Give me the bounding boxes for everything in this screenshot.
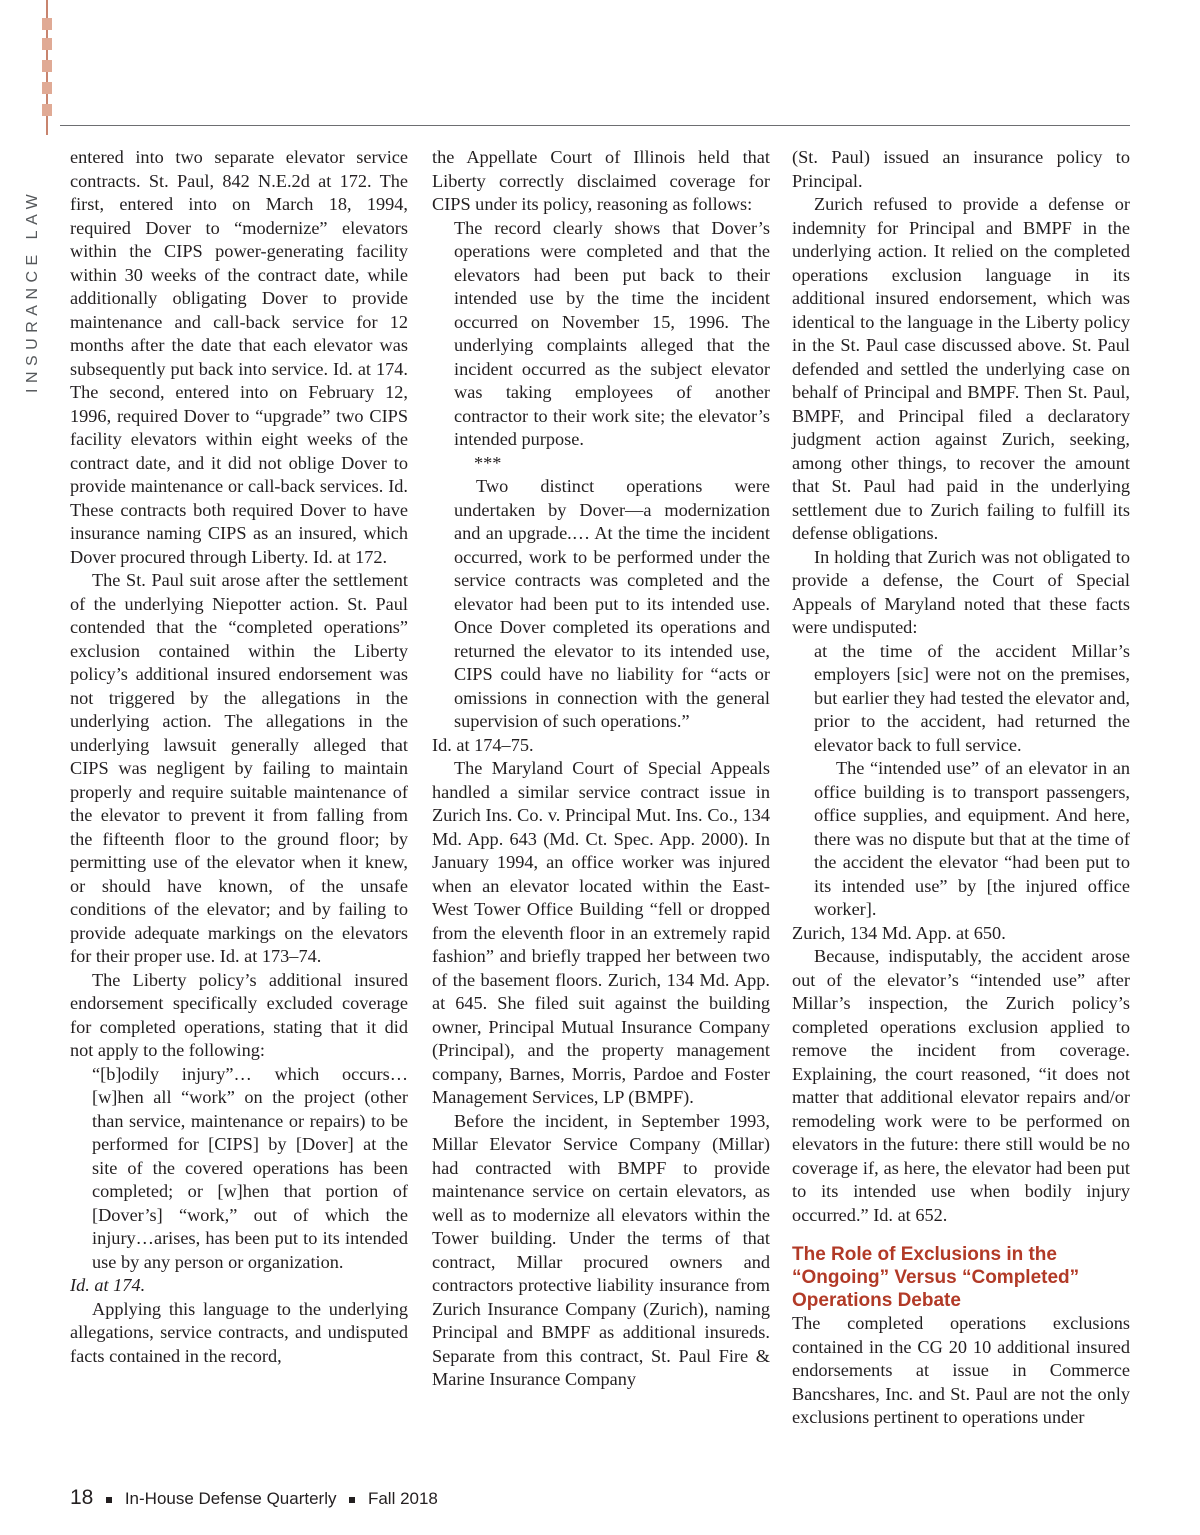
citation: Id. at 174–75. [432, 734, 534, 755]
separator-bullet [106, 1497, 112, 1503]
page-number: 18 [70, 1486, 94, 1509]
column-2 [432, 146, 770, 1392]
paragraph: Zurich refused to provide a defense or indemnity for Principal and BMPF in the underlying action. It relied on the completed operations exclusion language in its additional insured endorsement, which was identical to the language in the Liberty policy in the St. Paul case discussed above. St. Paul defended and settled the underlying case on behalf of Principal and BMPF. Then St. Paul, BMPF, and Principal filed a declaratory judgment action against Zurich, seeking, among other things, to recover the amount that St. Paul had paid in the underlying settlement due to Zurich failing to fulfill its defense obligations. [792, 194, 1130, 543]
publication-title: In-House Defense Quarterly [124, 1489, 337, 1508]
citation: Zurich, 134 Md. App. at 650. [792, 922, 1006, 943]
paragraph: Before the incident, in September 1993, Millar Elevator Service Company (Millar) had contracted with BMPF to provide maintenance service on certain elevators, as well as to modernize all elevators within the Tower building. Under the terms of that contract, Millar procured owners and contractors protective liability insurance from Zurich Insurance Company (Zurich), naming Principal and BMPF as additional insureds. Separate from this contract, St. Paul Fire & Marine Insurance Company [432, 1110, 770, 1389]
block-quote: “[b]odily injury”… which occurs… [w]hen all “work” on the project (other than service, maintenance or repairs) to be performed for [CIPS] by [Dover] at the site of the covered operations has been completed; or [w]hen that portion of [Dover’s] “work,” out of which the injury…arises, has been put to its intended use by any person or organization. [92, 1063, 408, 1272]
page-footer [70, 1486, 438, 1510]
paragraph: Applying this language to the underlying allegations, service contracts, and undisputed facts contained in the record, [70, 1298, 408, 1366]
section-label: INSURANCE LAW [24, 188, 41, 393]
paragraph: The completed operations exclusions contained in the CG 20 10 additional insured endorsements at issue in Commerce Bancshares, Inc. and St. Paul are not the only exclusions pertinent to operations under [792, 1313, 1130, 1427]
column-1 [70, 146, 408, 1368]
block-quote: at the time of the accident Millar’s employers [sic] were not on the premises, but earlier they had tested the elevator and, prior to the accident, had returned the elevator back to full service. [814, 640, 1130, 755]
section-accent-bar [42, 0, 52, 135]
paragraph: The Liberty policy’s additional insured endorsement specifically excluded coverage for completed operations, stating that it did not apply to the following: [70, 969, 408, 1060]
paragraph: Because, indisputably, the accident arose out of the elevator’s “intended use” after Millar’s inspection, the Zurich policy’s completed operations exclusion applied to remove the incident from coverage. Explaining, the court reasoned, “it does not matter that additional elevator repairs and/or remodeling work were to be performed on elevators in the future: there still would be no coverage if, as here, the elevator had been put to its intended use when bodily injury occurred.” Id. at 652. [792, 946, 1130, 1225]
paragraph: In holding that Zurich was not obligated to provide a defense, the Court of Special Appeals of Maryland noted that these facts were undisputed: [792, 546, 1130, 637]
paragraph: (St. Paul) issued an insurance policy to Principal. [792, 147, 1130, 191]
separator-bullet [349, 1497, 355, 1503]
column-3 [792, 146, 1130, 1430]
block-quote: Two distinct operations were undertaken by Dover—a modernization and an upgrade.… At the time the incident occurred, work to be performed under the service contracts was completed and the elevator had been put to its intended use. Once Dover completed its operations and returned the elevator to its intended use, CIPS could have no liability for “acts or omissions in connection with the general supervision of such operations.” [454, 476, 770, 731]
section-break: *** [474, 452, 502, 473]
issue-date: Fall 2018 [367, 1489, 438, 1508]
paragraph: entered into two separate elevator service contracts. St. Paul, 842 N.E.2d at 172. The first, entered into on March 18, 1994, required Dover to “modernize” elevators within the CIPS power-generating facility within 30 weeks of the contract date, while additionally obligating Dover to provide maintenance and call-back service for 12 months after the date that each elevator was subsequently put back into service. Id. at 174. The second, entered into on February 12, 1996, required Dover to “upgrade” two CIPS facility elevators within eight weeks of the contract date, and it did not oblige Dover to provide maintenance or call-back services. Id. These contracts both required Dover to have insurance naming CIPS as an insured, which Dover procured through Liberty. Id. at 172. [70, 147, 408, 567]
paragraph: The Maryland Court of Special Appeals handled a similar service contract issue in Zurich Ins. Co. v. Principal Mut. Ins. Co., 134 Md. App. 643 (Md. Ct. Spec. App. 2000). In January 1994, an office worker was injured when an elevator located within the East-West Tower Office Building “fell or dropped from the eleventh floor in an extremely rapid fashion” and briefly trapped her between two of the basement floors. Zurich, 134 Md. App. at 645. She filed suit against the building owner, Principal Mutual Insurance Company (Principal), and the property management company, Barnes, Morris, Pardoe and Foster Management Services, LP (BMPF). [432, 758, 770, 1107]
paragraph: The St. Paul suit arose after the settlement of the underlying Niepotter action. St. Paul contended that the “completed operations” exclusion contained within the Liberty policy’s additional insured endorsement was not triggered by the allegations in the underlying action. The allegations in the underlying lawsuit generally alleged that CIPS was negligent by failing to maintain properly and require suitable maintenance of the elevator to prevent it from falling from the fifteenth floor to the ground floor; by permitting use of the elevator when it knew, or should have known, of the unsafe conditions of the elevator; and by failing to provide adequate markings on the elevators for their proper use. Id. at 173–74. [70, 570, 408, 966]
section-heading: The Role of Exclusions in the “Ongoing” Versus “Completed” Operations Debate [792, 1244, 1080, 1311]
block-quote: The “intended use” of an elevator in an office building is to transport passengers, office supplies, and equipment. And here, there was no dispute but that at the time of the accident the elevator “had been put to its intended use” by [the injured office worker]. [814, 758, 1130, 919]
paragraph: the Appellate Court of Illinois held that Liberty correctly disclaimed coverage for CIPS under its policy, reasoning as follows: [432, 147, 770, 214]
citation: Id. at 174. [70, 1275, 146, 1295]
block-quote: The record clearly shows that Dover’s operations were completed and that the elevators had been put back to their intended use by the time the incident occurred on November 15, 1996. The underlying complaints alleged that the incident occurred as the subject elevator was taking employees of another contractor to their work site; the elevator’s intended purpose. [454, 217, 770, 449]
header-rule [60, 125, 1130, 126]
